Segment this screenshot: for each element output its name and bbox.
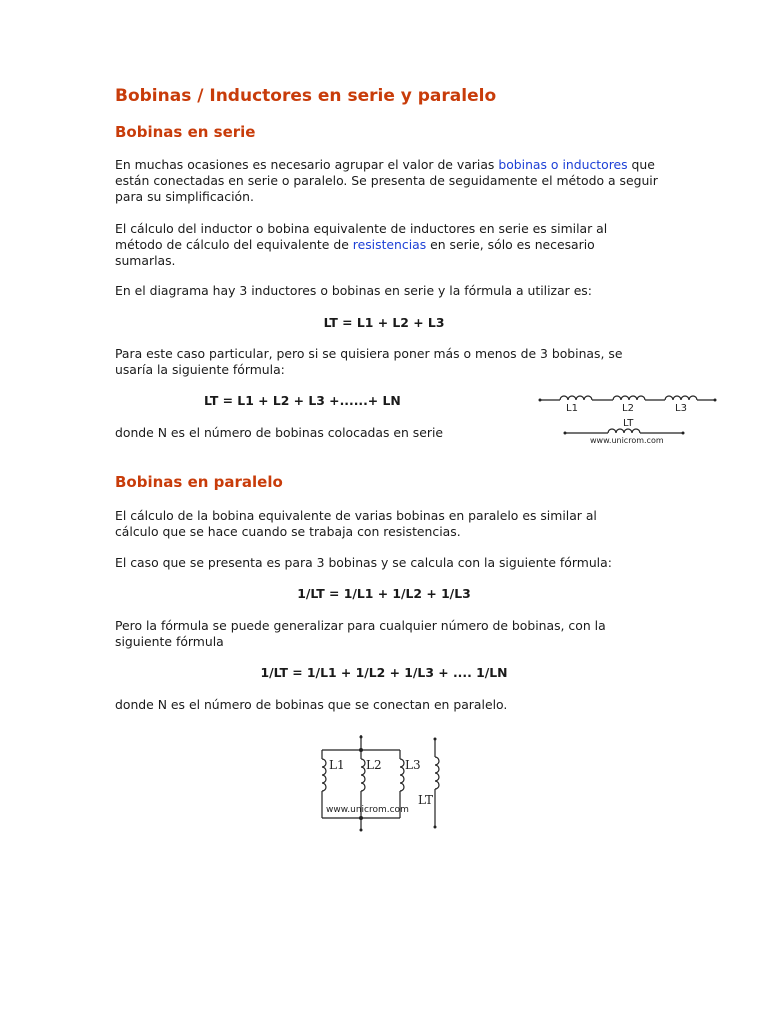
serie-p1-text-a: En muchas ocasiones es necesario agrupar el valor de varias	[115, 157, 499, 172]
serie-formula-2: LT = L1 + L2 + L3 +......+ LN	[204, 393, 401, 408]
parallel-label-lt: LT	[418, 793, 433, 807]
serie-paragraph-1	[115, 157, 660, 205]
serie-formula-1: LT = L1 + L2 + L3	[323, 315, 445, 330]
parallel-inductors-diagram	[315, 735, 445, 833]
link-bobinas-inductores[interactable]: bobinas o inductores	[498, 157, 628, 172]
serie-paragraph-3: En el diagrama hay 3 inductores o bobinas en serie y la fórmula a utilizar es:	[115, 283, 592, 298]
serie-p1-text-b: que están conectadas en serie o paralelo. Se presenta de seguidamente el método a seguir para su simplificación.	[115, 157, 658, 204]
series-label-lt: LT	[623, 418, 634, 429]
paralelo-formula-1: 1/LT = 1/L1 + 1/L2 + 1/L3	[297, 586, 471, 601]
parallel-label-l2: L2	[366, 758, 382, 772]
series-label-l2: L2	[622, 403, 634, 414]
series-inductors-diagram	[535, 386, 720, 448]
section-heading-serie: Bobinas en serie	[115, 123, 256, 141]
section-heading-paralelo: Bobinas en paralelo	[115, 473, 283, 491]
paralelo-formula-2: 1/LT = 1/L1 + 1/L2 + 1/L3 + .... 1/LN	[260, 665, 508, 680]
series-label-l3: L3	[675, 403, 687, 414]
page-title: Bobinas / Inductores en serie y paralelo	[115, 86, 497, 106]
parallel-label-l3: L3	[405, 758, 421, 772]
link-resistencias[interactable]: resistencias	[352, 237, 427, 252]
paralelo-paragraph-3: Pero la fórmula se puede generalizar para cualquier número de bobinas, con la siguiente fórmula	[115, 618, 606, 649]
series-label-l1: L1	[566, 403, 578, 414]
paralelo-paragraph-2: El caso que se presenta es para 3 bobinas y se calcula con la siguiente fórmula:	[115, 555, 612, 570]
series-watermark: www.unicrom.com	[590, 436, 664, 445]
serie-p2-text-b: en serie, sólo es necesario sumarlas.	[115, 237, 595, 268]
parallel-label-l1: L1	[329, 758, 345, 772]
paralelo-paragraph-1: El cálculo de la bobina equivalente de varias bobinas en paralelo es similar al cálculo que se hace cuando se trabaja con resistencias.	[115, 508, 597, 539]
serie-p2-text-a: El cálculo del inductor o bobina equivalente de inductores en serie es similar al método de cálculo del equivalente de	[115, 221, 608, 252]
paralelo-paragraph-4: donde N es el número de bobinas que se conectan en paralelo.	[115, 697, 508, 712]
serie-paragraph-4: Para este caso particular, pero si se quisiera poner más o menos de 3 bobinas, se usaría la siguiente fórmula:	[115, 346, 623, 377]
serie-paragraph-2	[115, 221, 635, 269]
serie-paragraph-5: donde N es el número de bobinas colocadas en serie	[115, 425, 444, 440]
parallel-watermark: www.unicrom.com	[326, 805, 409, 815]
